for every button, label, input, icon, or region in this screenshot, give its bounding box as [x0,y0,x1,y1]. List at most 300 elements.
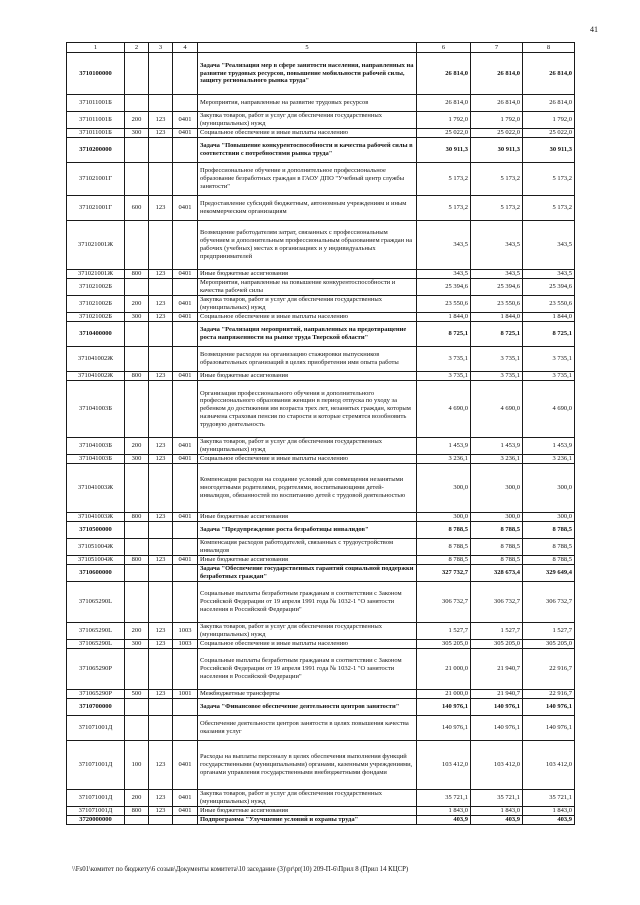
cell-pr: 123 [149,455,173,464]
cell-code: 371065290P [67,649,125,690]
cell-rz: 300 [125,455,149,464]
cell-year2: 140 976,1 [471,716,523,741]
cell-year3: 103 412,0 [523,741,575,790]
cell-rz: 800 [125,372,149,381]
cell-code: 371051004Ж [67,539,125,556]
table-row [67,522,575,539]
cell-pr: 123 [149,438,173,455]
cell-pr: 123 [149,807,173,816]
cell-year1: 4 690,0 [417,381,471,438]
table-row [67,347,575,372]
table-row [67,196,575,221]
cell-year3: 1 844,0 [523,313,575,322]
cell-year3: 8 788,5 [523,539,575,556]
cell-pr [149,716,173,741]
cell-name: Закупка товаров, работ и услуг для обеспечения государственных (муниципальных) нужд [198,623,417,640]
cell-code: 371051004Ж [67,556,125,565]
cell-name: Возмещение работодателям затрат, связанных с профессиональным обучением и дополнительным профессиональным образованием граждан на рабочих (учебных) местах в организациях и у индивидуальных предпринимателей [198,221,417,270]
table-row [67,690,575,699]
table-row [67,381,575,438]
cell-year1: 300,0 [417,464,471,513]
cell-year3: 8 788,5 [523,556,575,565]
cell-rz: 800 [125,270,149,279]
cell-code: 3710600000 [67,565,125,582]
cell-year2: 300,0 [471,464,523,513]
cell-vr [173,53,198,95]
cell-year2: 4 690,0 [471,381,523,438]
cell-pr: 123 [149,372,173,381]
cell-year2: 21 940,7 [471,690,523,699]
cell-pr: 123 [149,623,173,640]
cell-year2: 1 527,7 [471,623,523,640]
cell-code: 371021001Ж [67,221,125,270]
cell-year1: 1 453,9 [417,438,471,455]
cell-year1: 8 788,5 [417,522,471,539]
cell-name: Иные бюджетные ассигнования [198,270,417,279]
cell-vr: 1003 [173,640,198,649]
cell-vr [173,464,198,513]
cell-name: Социальное обеспечение и иные выплаты населению [198,129,417,138]
cell-year2: 25 394,6 [471,279,523,296]
cell-vr [173,221,198,270]
cell-vr: 0401 [173,790,198,807]
cell-code: 371071001Д [67,716,125,741]
cell-name: Иные бюджетные ассигнования [198,556,417,565]
cell-code: 371021002Б [67,296,125,313]
cell-vr [173,699,198,716]
cell-pr: 123 [149,513,173,522]
cell-name: Закупка товаров, работ и услуг для обеспечения государственных (муниципальных) нужд [198,790,417,807]
cell-rz: 200 [125,112,149,129]
column-header: 3 [149,43,173,53]
cell-year2: 103 412,0 [471,741,523,790]
table-row [67,95,575,112]
table-row [67,513,575,522]
cell-rz: 200 [125,438,149,455]
cell-vr: 0401 [173,112,198,129]
cell-code: 371065290L [67,623,125,640]
cell-year3: 329 649,4 [523,565,575,582]
cell-year3: 1 792,0 [523,112,575,129]
cell-pr [149,163,173,196]
cell-pr [149,539,173,556]
cell-year3: 343,5 [523,270,575,279]
cell-rz: 200 [125,790,149,807]
table-row [67,221,575,270]
cell-rz [125,716,149,741]
cell-vr [173,138,198,163]
cell-vr [173,322,198,347]
cell-code: 371041003Ж [67,464,125,513]
cell-rz [125,582,149,623]
cell-year2: 8 788,5 [471,556,523,565]
cell-code: 371041003Б [67,381,125,438]
cell-year3: 25 022,0 [523,129,575,138]
table-row [67,699,575,716]
cell-code: 371011001Б [67,112,125,129]
cell-year1: 26 814,0 [417,53,471,95]
cell-rz [125,816,149,825]
cell-vr [173,522,198,539]
cell-pr: 123 [149,690,173,699]
file-path-footer: \\Fs01\комитет по бюджету\6 созыв\Документы комитета\10 заседание (3)\рr\рr(10) 209-П-6\Прил 8 (Прил 14 КЦСР) [72,866,409,873]
cell-rz [125,279,149,296]
cell-year2: 25 022,0 [471,129,523,138]
cell-name: Мероприятия, направленные на развитие трудовых ресурсов [198,95,417,112]
cell-vr: 0401 [173,313,198,322]
cell-year2: 3 236,1 [471,455,523,464]
cell-rz: 600 [125,196,149,221]
cell-code: 3710100000 [67,53,125,95]
table-row [67,790,575,807]
cell-year3: 22 916,7 [523,649,575,690]
table-row [67,296,575,313]
cell-vr [173,565,198,582]
cell-year1: 103 412,0 [417,741,471,790]
table-header-row [67,43,575,53]
cell-year1: 35 721,1 [417,790,471,807]
cell-vr: 0401 [173,438,198,455]
cell-code: 371041002Ж [67,372,125,381]
table-row [67,539,575,556]
cell-pr: 123 [149,640,173,649]
cell-vr [173,539,198,556]
cell-year3: 4 690,0 [523,381,575,438]
column-header: 4 [173,43,198,53]
cell-year1: 300,0 [417,513,471,522]
cell-code: 371041002Ж [67,347,125,372]
table-row [67,640,575,649]
cell-rz [125,522,149,539]
cell-year2: 8 725,1 [471,322,523,347]
cell-name: Социальные выплаты безработным гражданам в соответствии с Законом Российской Федерации от 19 апреля 1991 года № 1032-1 "О занятости населения в Российской Федерации" [198,649,417,690]
cell-rz: 300 [125,129,149,138]
cell-year2: 306 732,7 [471,582,523,623]
cell-pr [149,522,173,539]
cell-year3: 3 735,1 [523,372,575,381]
cell-pr [149,582,173,623]
cell-pr [149,816,173,825]
cell-rz [125,138,149,163]
cell-rz: 500 [125,690,149,699]
cell-year1: 26 814,0 [417,95,471,112]
column-header: 7 [471,43,523,53]
cell-year1: 1 843,0 [417,807,471,816]
column-header: 1 [67,43,125,53]
cell-year1: 30 911,3 [417,138,471,163]
column-header: 5 [198,43,417,53]
cell-code: 371065290P [67,690,125,699]
cell-code: 3710200000 [67,138,125,163]
cell-year3: 26 814,0 [523,95,575,112]
cell-name: Социальное обеспечение и иные выплаты населению [198,455,417,464]
table-row [67,163,575,196]
cell-year3: 25 394,6 [523,279,575,296]
cell-year3: 5 173,2 [523,196,575,221]
cell-code: 371011001Б [67,95,125,112]
cell-name: Обеспечение деятельности центров занятости в целях повышения качества оказания услуг [198,716,417,741]
cell-name: Мероприятия, направленные на повышение конкурентоспособности и качества рабочей силы [198,279,417,296]
cell-vr [173,163,198,196]
table-row [67,438,575,455]
cell-pr: 123 [149,741,173,790]
cell-vr: 1001 [173,690,198,699]
cell-vr: 0401 [173,296,198,313]
cell-year3: 140 976,1 [523,716,575,741]
cell-year1: 5 173,2 [417,196,471,221]
cell-rz [125,53,149,95]
cell-rz: 300 [125,313,149,322]
page-number: 41 [590,25,598,34]
cell-vr [173,381,198,438]
cell-name: Компенсация расходов работодателей, связанных с трудоустройством инвалидов [198,539,417,556]
cell-pr [149,565,173,582]
cell-year3: 8 788,5 [523,522,575,539]
cell-year3: 300,0 [523,513,575,522]
cell-code: 371071001Д [67,807,125,816]
table-row [67,455,575,464]
cell-year3: 1 453,9 [523,438,575,455]
cell-pr: 123 [149,790,173,807]
cell-pr [149,464,173,513]
cell-name: Организация профессионального обучения и дополнительного профессионального образования женщин в период отпуска по уходу за ребенком до достижения им возраста трех лет, незанятых граждан, которым назначена страховая пенсия по старости и которые стремятся возобновить трудовую деятельность [198,381,417,438]
cell-pr [149,381,173,438]
cell-name: Предоставление субсидий бюджетным, автономным учреждениям и иным некоммерческим организациям [198,196,417,221]
cell-year2: 343,5 [471,270,523,279]
table-row [67,279,575,296]
cell-code: 371041003Ж [67,513,125,522]
cell-vr [173,347,198,372]
cell-year2: 8 788,5 [471,539,523,556]
cell-year1: 1 792,0 [417,112,471,129]
cell-year2: 3 735,1 [471,372,523,381]
cell-name: Профессиональное обучение и дополнительное профессиональное образование безработных граждан в ГАОУ ДПО "Учебный центр службы занятости" [198,163,417,196]
cell-year2: 403,9 [471,816,523,825]
cell-code: 3710500000 [67,522,125,539]
cell-year1: 1 527,7 [417,623,471,640]
cell-pr [149,221,173,270]
cell-rz [125,347,149,372]
cell-year3: 26 814,0 [523,53,575,95]
cell-name: Социальные выплаты безработным гражданам в соответствии с Законом Российской Федерации от 19 апреля 1991 года № 1032-1 "О занятости населения в Российской Федерации" [198,582,417,623]
cell-year3: 35 721,1 [523,790,575,807]
cell-pr [149,322,173,347]
cell-year2: 26 814,0 [471,95,523,112]
cell-year1: 343,5 [417,221,471,270]
cell-name: Возмещение расходов на организацию стажировки выпускников образовательных организаций в целях приобретения ими опыта работы [198,347,417,372]
table-row [67,565,575,582]
cell-year2: 23 550,6 [471,296,523,313]
cell-year3: 8 725,1 [523,322,575,347]
cell-rz: 800 [125,556,149,565]
cell-year3: 343,5 [523,221,575,270]
cell-pr [149,649,173,690]
cell-rz [125,649,149,690]
cell-year1: 327 732,7 [417,565,471,582]
cell-code: 371021001Ж [67,270,125,279]
table-row [67,138,575,163]
cell-year2: 5 173,2 [471,196,523,221]
cell-year1: 403,9 [417,816,471,825]
cell-year1: 343,5 [417,270,471,279]
cell-rz: 800 [125,513,149,522]
table-row [67,807,575,816]
table-row [67,556,575,565]
table-row [67,270,575,279]
cell-name: Задача "Повышение конкурентоспособности и качества рабочей силы в соответствии с потребностями рынка труда" [198,138,417,163]
cell-year3: 140 976,1 [523,699,575,716]
cell-pr: 123 [149,112,173,129]
cell-code: 3710400000 [67,322,125,347]
cell-rz: 800 [125,807,149,816]
cell-year2: 8 788,5 [471,522,523,539]
table-row [67,716,575,741]
cell-rz: 300 [125,640,149,649]
cell-vr: 0401 [173,196,198,221]
cell-name: Задача "Реализация мер в сфере занятости населения, направленных на развитие трудовых ресурсов, повышение мобильности рабочей силы, защиту регионального рынка труда" [198,53,417,95]
cell-year1: 140 976,1 [417,699,471,716]
table-row [67,53,575,95]
cell-name: Задача "Предупреждение роста безработицы инвалидов" [198,522,417,539]
cell-rz: 200 [125,623,149,640]
cell-year3: 300,0 [523,464,575,513]
cell-rz [125,464,149,513]
table-row [67,582,575,623]
cell-rz [125,221,149,270]
cell-rz [125,322,149,347]
cell-year2: 300,0 [471,513,523,522]
cell-year3: 305 205,0 [523,640,575,649]
cell-year3: 1 527,7 [523,623,575,640]
budget-table [66,42,575,825]
table-row [67,741,575,790]
cell-code: 371021002Б [67,313,125,322]
cell-year3: 5 173,2 [523,163,575,196]
cell-vr [173,95,198,112]
cell-year2: 35 721,1 [471,790,523,807]
cell-rz [125,539,149,556]
cell-year2: 328 673,4 [471,565,523,582]
cell-vr: 0401 [173,129,198,138]
table-row [67,313,575,322]
cell-year1: 23 550,6 [417,296,471,313]
cell-year1: 8 725,1 [417,322,471,347]
cell-rz: 100 [125,741,149,790]
cell-rz: 200 [125,296,149,313]
cell-vr [173,582,198,623]
cell-name: Компенсация расходов на создание условий для совмещения незанятыми многодетными родителями, родителями, воспитывающими детей-инвалидов, обязанностей по воспитанию детей с трудовой деятельностью [198,464,417,513]
cell-year2: 343,5 [471,221,523,270]
cell-rz [125,163,149,196]
cell-pr [149,699,173,716]
table-row [67,129,575,138]
cell-year1: 140 976,1 [417,716,471,741]
table-row [67,623,575,640]
cell-code: 371071001Д [67,790,125,807]
cell-name: Расходы на выплаты персоналу в целях обеспечения выполнения функций государственными (муниципальными) органами, казенными учреждениями, органами управления государственными внебюджетными фондами [198,741,417,790]
cell-code: 371021001Г [67,163,125,196]
column-header: 8 [523,43,575,53]
cell-pr: 123 [149,296,173,313]
cell-year1: 8 788,5 [417,539,471,556]
cell-vr [173,649,198,690]
cell-pr: 123 [149,196,173,221]
cell-vr: 0401 [173,807,198,816]
table-row [67,322,575,347]
cell-name: Межбюджетные трансферты [198,690,417,699]
cell-name: Задача "Финансовое обеспечение деятельности центров занятости" [198,699,417,716]
cell-year1: 21 000,0 [417,649,471,690]
cell-year1: 8 788,5 [417,556,471,565]
cell-name: Закупка товаров, работ и услуг для обеспечения государственных (муниципальных) нужд [198,296,417,313]
cell-year3: 3 735,1 [523,347,575,372]
cell-vr: 0401 [173,556,198,565]
cell-vr: 0401 [173,372,198,381]
cell-name: Задача "Обеспечение государственных гарантий социальной поддержки безработных граждан" [198,565,417,582]
cell-name: Закупка товаров, работ и услуг для обеспечения государственных (муниципальных) нужд [198,112,417,129]
cell-name: Иные бюджетные ассигнования [198,372,417,381]
cell-year3: 403,9 [523,816,575,825]
cell-vr: 0401 [173,455,198,464]
cell-name: Задача "Реализация мероприятий, направленных на предотвращение роста напряженности на рынке труда Тверской области" [198,322,417,347]
cell-pr [149,95,173,112]
cell-vr [173,716,198,741]
table-row [67,649,575,690]
cell-vr: 0401 [173,513,198,522]
cell-name: Подпрограмма "Улучшение условий и охраны труда" [198,816,417,825]
cell-pr [149,347,173,372]
cell-year2: 21 940,7 [471,649,523,690]
cell-vr [173,279,198,296]
cell-name: Иные бюджетные ассигнования [198,807,417,816]
cell-pr [149,279,173,296]
cell-year2: 1 453,9 [471,438,523,455]
cell-year1: 5 173,2 [417,163,471,196]
cell-code: 371071001Д [67,741,125,790]
cell-year1: 3 735,1 [417,347,471,372]
cell-year3: 306 732,7 [523,582,575,623]
cell-code: 371011001Б [67,129,125,138]
cell-vr [173,816,198,825]
cell-year2: 26 814,0 [471,53,523,95]
cell-year2: 1 843,0 [471,807,523,816]
cell-year1: 3 735,1 [417,372,471,381]
table-row [67,372,575,381]
cell-pr: 123 [149,270,173,279]
cell-name: Закупка товаров, работ и услуг для обеспечения государственных (муниципальных) нужд [198,438,417,455]
cell-pr [149,53,173,95]
table-row [67,816,575,825]
cell-year2: 1 792,0 [471,112,523,129]
cell-year2: 1 844,0 [471,313,523,322]
cell-vr: 1003 [173,623,198,640]
cell-year1: 25 394,6 [417,279,471,296]
cell-name: Иные бюджетные ассигнования [198,513,417,522]
cell-year3: 1 843,0 [523,807,575,816]
cell-name: Социальное обеспечение и иные выплаты населению [198,640,417,649]
cell-pr: 123 [149,556,173,565]
cell-code: 371021002Б [67,279,125,296]
cell-year2: 140 976,1 [471,699,523,716]
cell-pr [149,138,173,163]
cell-rz [125,95,149,112]
cell-year1: 306 732,7 [417,582,471,623]
column-header: 6 [417,43,471,53]
cell-vr: 0401 [173,270,198,279]
cell-rz [125,565,149,582]
cell-year3: 30 911,3 [523,138,575,163]
cell-year1: 3 236,1 [417,455,471,464]
